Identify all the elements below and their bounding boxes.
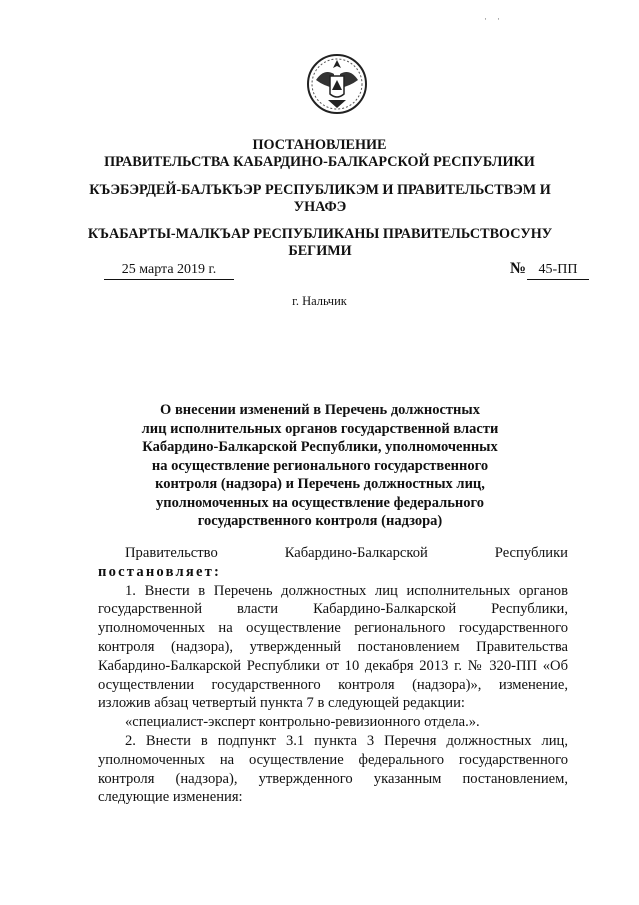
balkar-heading-line1: КЪАБАРТЫ-МАЛКЪАР РЕСПУБЛИКАНЫ ПРАВИТЕЛЬСТВОСУНУ (87, 226, 553, 242)
intro-word: Республики (494, 545, 568, 561)
paragraph-1: 1. Внести в Перечень должностных лиц исполнительных органов государственной власти Кабардино-Балкарской Республики, уполномоченных на осуществление регионального государственного контроля (надзора), утвержденный постановлением Правительства Кабардино-Балкарской Республики от 10 декабря 2013 г. № 320-ПП «Об осуществлении государственного контроля (надзора)», изменение, изложив абзац четвертый пункта 7 в следующей редакции: (98, 582, 568, 712)
title-line: контроля (надзора) и Перечень должностных лиц, (155, 476, 485, 492)
city: г. Нальчик (292, 294, 347, 308)
intro-word: Правительство (125, 545, 218, 561)
paragraph-2: 2. Внести в подпункт 3.1 пункта 3 Перечня должностных лиц, уполномоченных на осуществление федерального государственного контроля (надзора), утвержденного указанным постановлением, следующие изменения: (98, 732, 568, 806)
balkar-heading-line2: БЕГИМИ (288, 243, 352, 259)
doc-type-heading: ПОСТАНОВЛЕНИЕ (252, 137, 387, 153)
decree-body (98, 544, 568, 807)
title-line: уполномоченных на осуществление федерального (156, 494, 484, 511)
number-sign: № (510, 260, 527, 277)
kbr-coat-of-arms-icon (306, 50, 368, 116)
decree-date: 25 марта 2019 г. (104, 262, 234, 280)
decree-number: 45-ПП (527, 262, 589, 280)
kabardian-heading-line1: КЪЭБЭРДЕЙ-БАЛЪКЪЭР РЕСПУБЛИКЭМ И ПРАВИТЕЛЬСТВЭМ И (89, 182, 551, 198)
government-heading: ПРАВИТЕЛЬСТВА КАБАРДИНО-БАЛКАРСКОЙ РЕСПУБЛИКИ (104, 154, 535, 170)
intro-word: Кабардино-Балкарской (284, 545, 428, 561)
decree-keyword: постановляет: (98, 563, 222, 580)
decree-title (100, 401, 540, 531)
kabardian-heading-line2: УНАФЭ (293, 199, 347, 215)
intro-line (98, 544, 568, 563)
title-line: государственного контроля (надзора) (197, 513, 443, 529)
paragraph-1-quote: «специалист-эксперт контрольно-ревизионного отдела.». (125, 714, 480, 731)
title-line: Кабардино-Балкарской Республики, уполномоченных (142, 439, 498, 455)
title-line: лиц исполнительных органов государственной власти (141, 420, 499, 437)
title-line: О внесении изменений в Перечень должностных (160, 402, 480, 418)
scan-mark: · (497, 14, 500, 24)
scan-mark: · (484, 14, 487, 24)
title-line: на осуществление регионального государственного (151, 457, 489, 474)
